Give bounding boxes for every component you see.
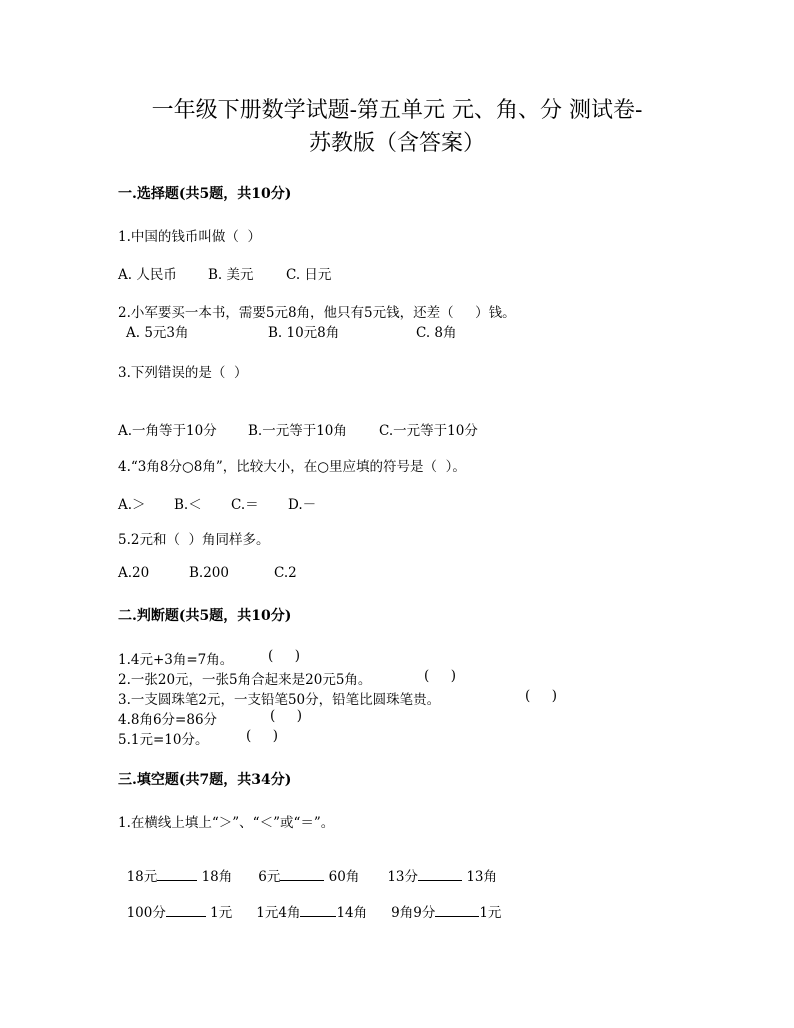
judge-item xyxy=(118,648,300,668)
fill-right: 13角 xyxy=(466,869,498,885)
judge-item xyxy=(118,688,557,708)
page-title-line-1: 一年级下册数学试题-第五单元 元、角、分 测试卷- xyxy=(151,98,643,123)
section-heading-choice: 一.选择题(共5题，共10分) xyxy=(118,186,292,202)
section-heading-fill: 三.填空题(共7题，共34分) xyxy=(118,772,292,788)
option-a: A.20 xyxy=(118,565,150,581)
fill-blank[interactable] xyxy=(418,868,462,881)
option-c: C.2 xyxy=(274,565,297,581)
fill-left: 1元4角 xyxy=(256,905,301,921)
option-a: A.一角等于10分 xyxy=(118,423,217,439)
fill-blank[interactable] xyxy=(157,868,197,881)
question-1-4: 4.“3角8分○8角”，比较大小，在○里应填的符号是（ ）。 xyxy=(118,459,466,475)
question-1-5: 5.2元和（ ）角同样多。 xyxy=(118,532,270,548)
judge-text: 5.1元=10分。 xyxy=(118,732,209,748)
section-heading-judge: 二.判断题(共5题，共10分) xyxy=(118,608,292,624)
page-title-line-2: 苏教版（含答案） xyxy=(308,131,485,156)
fill-left: 18元 xyxy=(126,869,158,885)
judge-item xyxy=(118,728,278,748)
option-b: B. 美元 xyxy=(208,267,254,283)
fill-right: 18角 xyxy=(201,869,233,885)
judge-text: 4.8角6分=86分 xyxy=(118,712,218,728)
question-1-3: 3.下列错误的是（ ） xyxy=(118,365,248,381)
option-b: B.200 xyxy=(189,565,229,581)
question-1-2-options xyxy=(126,321,457,341)
fill-blank[interactable] xyxy=(435,904,479,917)
judge-paren: ( ) xyxy=(424,668,456,684)
fill-left: 6元 xyxy=(258,869,281,885)
option-a: A. 5元3角 xyxy=(126,325,189,341)
judge-text: 3.一支圆珠笔2元，一支铅笔50分，铅笔比圆珠笔贵。 xyxy=(118,692,441,708)
judge-item xyxy=(118,668,456,688)
option-a: A.＞ xyxy=(118,497,146,513)
fill-blank[interactable] xyxy=(300,904,336,917)
fill-right: 60角 xyxy=(328,869,360,885)
option-c: C.＝ xyxy=(231,497,259,513)
fill-left: 100分 xyxy=(126,905,166,921)
question-1-1-options xyxy=(118,263,331,283)
option-c: C. 8角 xyxy=(416,325,457,341)
judge-paren: ( ) xyxy=(270,708,302,724)
fill-right: 1元 xyxy=(479,905,502,921)
judge-item xyxy=(118,708,302,728)
fill-right: 1元 xyxy=(210,905,233,921)
judge-text: 2.一张20元，一张5角合起来是20元5角。 xyxy=(118,672,372,688)
fill-left: 13分 xyxy=(387,869,419,885)
question-1-5-options xyxy=(118,565,297,581)
question-1-1: 1.中国的钱币叫做（ ） xyxy=(118,229,261,245)
question-3-1: 1.在横线上填上“＞”、“＜”或“＝”。 xyxy=(118,815,335,831)
fill-right: 14角 xyxy=(336,905,368,921)
fill-row-1 xyxy=(118,849,497,885)
judge-paren: ( ) xyxy=(525,688,557,704)
option-d: D.－ xyxy=(288,497,317,513)
judge-text: 1.4元+3角=7角。 xyxy=(118,652,234,668)
option-c: C.一元等于10分 xyxy=(379,423,478,439)
judge-paren: ( ) xyxy=(268,648,300,664)
option-a: A. 人民币 xyxy=(118,267,177,283)
fill-blank[interactable] xyxy=(280,868,324,881)
fill-blank[interactable] xyxy=(166,904,206,917)
option-b: B. 10元8角 xyxy=(268,325,340,341)
question-1-2: 2.小军要买一本书，需要5元8角，他只有5元钱，还差（ ）钱。 xyxy=(118,305,516,321)
judge-paren: ( ) xyxy=(246,728,278,744)
fill-left: 9角9分 xyxy=(391,905,436,921)
option-c: C. 日元 xyxy=(286,267,332,283)
question-1-3-options xyxy=(118,419,478,439)
question-1-4-options xyxy=(118,493,316,513)
option-b: B.一元等于10角 xyxy=(248,423,347,439)
fill-row-2 xyxy=(118,885,501,921)
option-b: B.＜ xyxy=(174,497,202,513)
